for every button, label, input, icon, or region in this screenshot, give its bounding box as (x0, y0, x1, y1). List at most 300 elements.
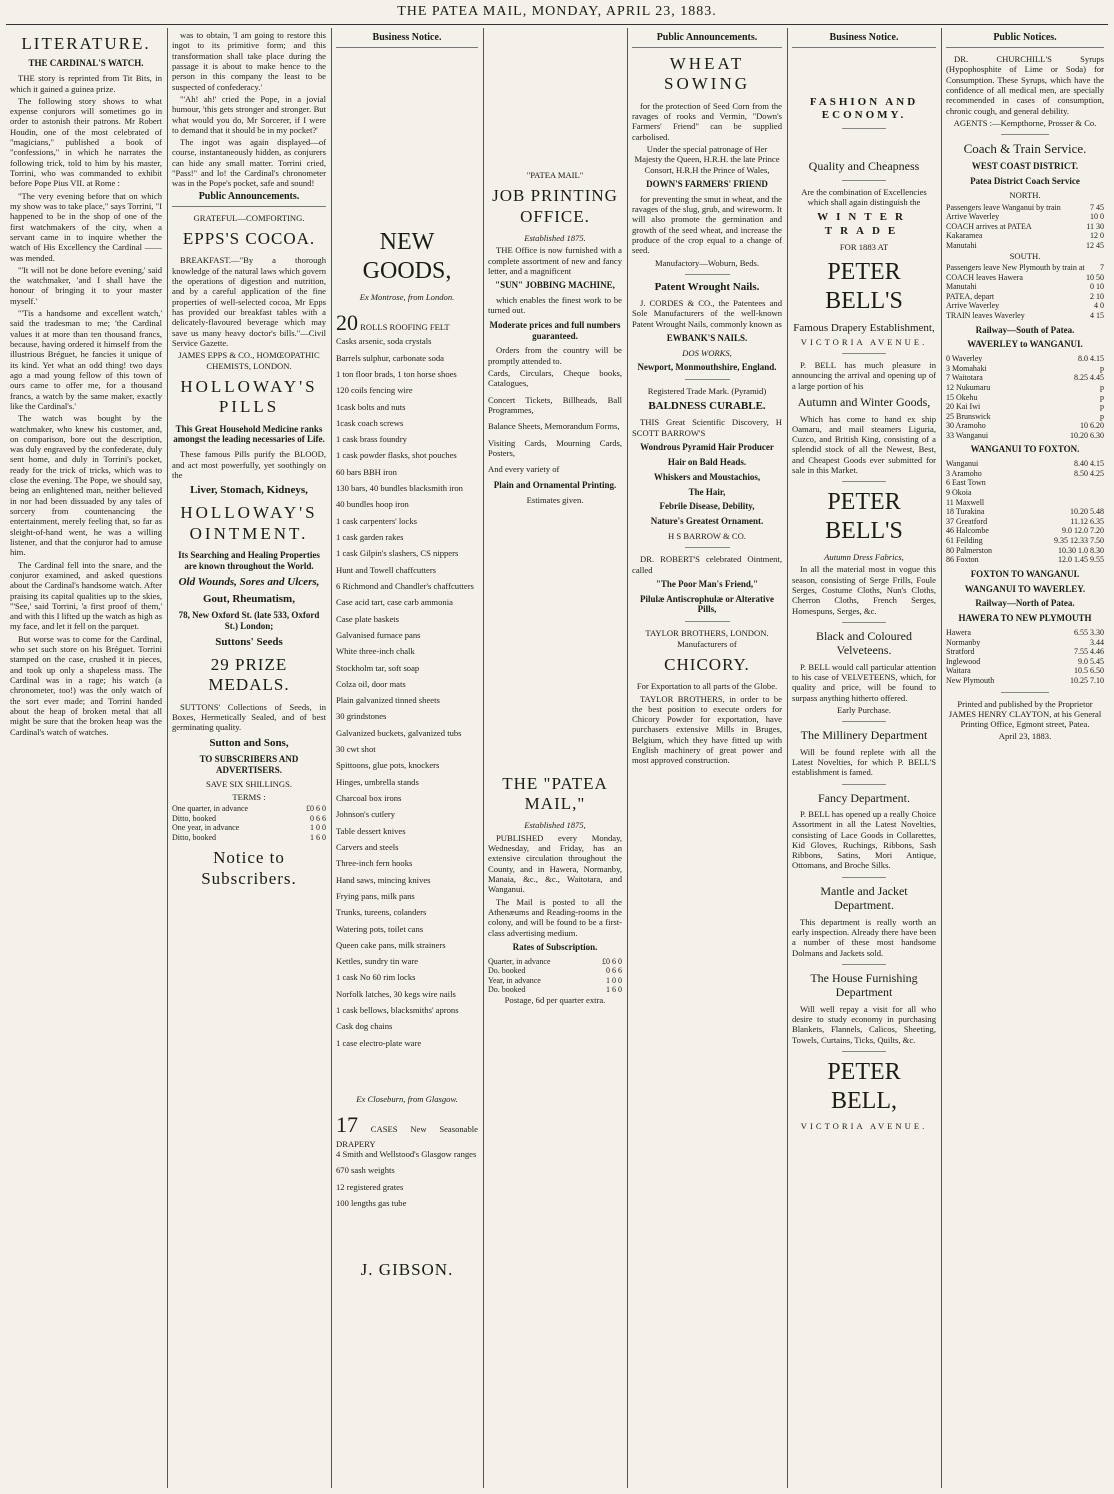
paragraph: Will well repay a visit for all who desire to study economy in purchasing Blankets, Flannels, Calicos, Sheeting, Towels, Curtains, Ticks, Quilts, &c. (792, 1003, 936, 1045)
machine-name: "SUN" JOBBING MACHINE, (495, 280, 615, 291)
timetable-row (946, 292, 1104, 302)
timetable-row (946, 517, 1104, 527)
waverley-timetable (946, 354, 1104, 440)
pilulae-heading: Pilulæ Antiscrophulæ or Alterative Pills, (640, 593, 774, 615)
north-label: NORTH. (1009, 190, 1041, 201)
station-name: Manutahi (946, 282, 977, 292)
timetable-row (946, 373, 1104, 383)
list-item: 30 cwt shot (336, 744, 376, 755)
paper-title: THE "PATEA MAIL," (502, 773, 608, 813)
rate-label: Do. booked (488, 966, 526, 976)
list-item: 1cask coach screws (336, 417, 404, 428)
subscribers-heading: TO SUBSCRIBERS AND ADVERTISERS. (199, 753, 299, 775)
fashion-heading: FASHION AND ECONOMY. (809, 96, 919, 122)
list-item: 1 cask garden rakes (336, 532, 404, 543)
paragraph: was to obtain, 'I am going to restore this ingot to its primitive form; and this transformation shall take place during the passage it is about to make hence to the person in this company the least to be suspected of confederacy.' (172, 30, 326, 92)
timetable-row (946, 421, 1104, 431)
column-public-announcements (628, 30, 786, 1485)
rate-value: 0 6 6 (310, 813, 326, 823)
list-item: And every variety of (488, 464, 560, 475)
station-name: 20 Kai Iwi (946, 402, 981, 412)
rate-value: 1 0 0 (310, 823, 326, 833)
list-item: Barrels sulphur, carbonate soda (336, 352, 444, 363)
time-value: 12 45 (1086, 241, 1104, 251)
print-header: "PATEA MAIL" (526, 170, 584, 180)
list-item: Stockholm tar, soft soap (336, 662, 420, 673)
time-value: 11.12 6.35 (1070, 516, 1104, 526)
hawera-timetable (946, 628, 1104, 686)
list-item: Charcoal box irons (336, 793, 402, 804)
list-item: 60 bars BBH iron (336, 466, 397, 477)
station-name: 80 Palmerston (946, 545, 992, 555)
time-value: 0 10 (1090, 282, 1104, 292)
manufactory: Manufactory—Woburn, Beds. (654, 257, 760, 268)
time-value (1022, 478, 1104, 488)
station-name: 12 Nukumaru (946, 382, 991, 392)
baldness-title: BALDNESS CURABLE. (648, 400, 766, 413)
victoria-avenue: VICTORIA AVENUE. (800, 1121, 928, 1132)
list-item: Carvers and steels (336, 841, 399, 852)
autumn-goods: Autumn and Winter Goods, (797, 395, 931, 410)
paragraph: BREAKFAST.—"By a thorough knowledge of the natural laws which govern the operations of digestion and nutrition, and by a careful application of the fine properties of well-selected cocoa, Mr Epps has provided our breakfast tables with a delicately-flavoured beverage which may save us many heavy doctor's bills."—Civil Service Gazette. (172, 255, 326, 348)
excellence-text: Are the combination of Excellencies which shall again distinguish the (801, 186, 927, 208)
shipment-from: Ex Closeburn, from Glasgow. (356, 1094, 458, 1105)
station-name: PATEA, depart (946, 291, 995, 301)
estimates: Estimates given. (526, 495, 584, 506)
rate-row (172, 833, 326, 843)
timetable-row (946, 555, 1104, 565)
timetable-row (946, 431, 1104, 441)
ointment-tagline: Old Wounds, Sores and Ulcers, (178, 575, 320, 588)
time-value: p (1100, 382, 1104, 392)
column-announcements (168, 30, 330, 1485)
station-name: 61 Feilding (946, 536, 983, 546)
railway-south: Railway—South of Patea. (975, 324, 1075, 335)
station-name: New Plymouth (946, 675, 995, 685)
job-printing-title: JOB PRINTING OFFICE. (492, 186, 618, 226)
notice-heading: Notice to Subscribers. (201, 848, 297, 888)
timetable-row (946, 301, 1104, 311)
goods-list (336, 336, 478, 1048)
rate-value: £0 6 0 (602, 956, 622, 966)
station-name: COACH arrives at PATEA (946, 221, 1032, 231)
section-heading: Public Notices. (946, 32, 1104, 48)
list-item: Cards, Circulars, Cheque books, Catalogues, (488, 367, 622, 389)
list-item: Queen cake pans, milk strainers (336, 939, 446, 950)
time-value: 10.30 1.0 8.30 (1058, 545, 1104, 555)
list-item: 40 bundles hoop iron (336, 499, 409, 510)
mantle-heading: Mantle and Jacket Department. (820, 883, 908, 913)
paragraph: Orders from the country will be promptly attended to. (488, 345, 622, 366)
station-name: Manutahi (946, 241, 977, 251)
section-heading: LITERATURE. (21, 34, 151, 53)
list-item: Visiting Cards, Mourning Cards, Posters, (488, 437, 622, 458)
paragraph: This department is really worth an early inspection. Already there have been a number of these most handsome Dolmans and Jackets sold. (792, 916, 936, 958)
time-value (1022, 498, 1104, 508)
paragraph: These famous Pills purify the BLOOD, and act most powerfully, yet soothingly on the (172, 449, 326, 480)
subscription-table (488, 957, 622, 995)
nails-title: Patent Wrought Nails. (654, 280, 760, 293)
timetable-row (946, 241, 1104, 251)
epps-maker: JAMES EPPS & CO., HOMŒOPATHIC CHEMISTS, LONDON. (178, 350, 320, 371)
time-value: p (1100, 402, 1104, 412)
furnishing-heading: The House Furnishing Department (810, 970, 918, 1000)
ornament-heading: Nature's Greatest Ornament. (650, 516, 764, 527)
rate-row (488, 985, 622, 995)
save-shillings: SAVE SIX SHILLINGS. (205, 779, 293, 790)
epps-tagline: GRATEFUL—COMFORTING. (193, 212, 305, 223)
quality-heading: Quality and Cheapness (808, 159, 920, 174)
time-value: 9.0 12.0 7.20 (1062, 526, 1104, 536)
rate-row (172, 814, 326, 824)
paragraph: DR. CHURCHILL'S Syrups (Hypophosphite of Lime or Soda) for Consumption. These Syrups, which have the confidence of all medical men, are specially recommended in cases of consumption, chronic cough, and general debility. (946, 54, 1104, 116)
rate-label: Ditto, booked (172, 813, 216, 823)
coach-heading: Coach & Train Service. (963, 141, 1087, 157)
rate-value: 1 6 0 (606, 985, 622, 995)
timetable-row (946, 222, 1104, 232)
column-peter-bell (788, 30, 940, 1485)
station-name: Wanganui (946, 459, 979, 469)
paragraph: The following story shows to what expense conjurors will sometimes go in order to astonish their patrons. Mr Robert Houdin, one of the most celebrated of "magicians," published a book of "confessions," in which he narrates the following trick, told to him by his master, Torrini, who was commanded to exhibit before Pope Pius VII. at Rome : (10, 95, 162, 189)
time-value: 9.0 5.45 (1078, 656, 1104, 666)
timetable-row (946, 526, 1104, 536)
rate-row (488, 976, 622, 986)
rate-row (488, 966, 622, 976)
list-item: 4 Smith and Wellstood's Glasgow ranges (336, 1149, 477, 1160)
list-item: Case acid tart, case carb ammonia (336, 597, 453, 608)
paragraph: Which has come to hand ex ship Oamaru, and mail steamers Liguria, Cuzco, and British King, consisting of a splendid stock of all the Newest, Best, and Cheapest Goods ever submitted for sale in this Market. (792, 413, 936, 476)
station-name: 37 Greatford (946, 516, 988, 526)
early-purchase: Early Purchase. (837, 704, 891, 715)
timetable-row (946, 263, 1104, 273)
rate-row (488, 957, 622, 967)
time-value: 7.55 4.46 (1074, 647, 1104, 657)
masthead: THE PATEA MAIL, MONDAY, APRIL 23, 1883. (397, 4, 717, 19)
chicory-title: CHICORY. (664, 654, 750, 674)
fancy-heading: Fancy Department. (818, 790, 910, 805)
imprint-date: April 23, 1883. (998, 731, 1052, 742)
list-item: Table dessert knives (336, 825, 406, 836)
list-item: 6 Richmond and Chandler's chaffcutters (336, 580, 474, 591)
wanganui-waverley: WANGANUI TO WAVERLEY. (964, 583, 1086, 594)
list-item: 1 ton floor brads, 1 ton horse shoes (336, 368, 457, 379)
waverley-wanganui: WAVERLEY to WANGANUI. (967, 339, 1083, 350)
station-name: 25 Brunswick (946, 411, 991, 421)
list-item: Trunks, tureens, colanders (336, 907, 427, 918)
rate-value: 1 0 0 (606, 975, 622, 985)
list-item: 30 grindstones (336, 711, 387, 722)
newport: Newport, Monmouthshire, England. (637, 362, 777, 373)
whiskers-heading: Whiskers and Moustachios, (653, 471, 761, 482)
paragraph: But worse was to come for the Cardinal, who set such store on his Bréguet. Torrini stamped on the case, crushed it in pieces, and took up only a shapeless mass. The Cardinal was in a rage; his watch (a chronometer, too!) was the only watch of the sort ever made; and Torrini handed about the heap of broken metal that all might be sure that the broken heap was the Cardinal's watch of watches. (10, 633, 162, 737)
timetable-row (946, 666, 1104, 676)
list-item: Balance Sheets, Memorandum Forms, (488, 421, 620, 432)
paragraph: which enables the finest work to be turned out. (488, 295, 622, 316)
rate-row (172, 823, 326, 833)
sutton-sons: Sutton and Sons, (209, 736, 289, 749)
timetable-row (946, 507, 1104, 517)
station-name: 3 Momahaki (946, 363, 987, 373)
winter-trade: WINTER TRADE (817, 211, 911, 237)
goods-item: ROLLS ROOFING FELT (360, 321, 450, 332)
velveteens-heading: Black and Coloured Velveteens. (816, 628, 912, 658)
section-heading: Public Announcements. (172, 191, 326, 207)
time-value: 6.55 3.30 (1074, 627, 1104, 637)
rate-value: 0 6 6 (606, 966, 622, 976)
for-year: FOR 1883 AT (839, 241, 889, 252)
station-name: 33 Wanganui (946, 430, 989, 440)
timetable-row (946, 647, 1104, 657)
list-item: 1 cask brass foundry (336, 434, 407, 445)
time-value: 11 30 (1086, 221, 1104, 231)
paragraph: The Cardinal fell into the snare, and the conjuror examined, and asked questions about the Cardinal's handsome watch. After praising its capital qualities up to the skies, "'See,' said Torrini, 'a first proof of them,' and with this I lifted up the watch as high as my face, and let it fell on the parquet. (10, 559, 162, 632)
section-heading: Public Announcements. (632, 32, 782, 48)
station-name: 7 Waitotara (946, 373, 983, 383)
list-item: Spittoons, glue pots, knockers (336, 760, 440, 771)
station-name: Arrive Waverley (946, 301, 1000, 311)
list-item: Hand saws, mincing knives (336, 874, 431, 885)
goods-item: CASES New Seasonable DRAPERY (336, 1124, 478, 1149)
rate-value: 1 6 0 (310, 832, 326, 842)
works: DOS WORKS, (682, 347, 732, 358)
list-item: Hunt and Towell chaffcutters (336, 564, 437, 575)
timetable-row (946, 498, 1104, 508)
station-name: TRAIN leaves Waverley (946, 310, 1025, 320)
paragraph: P. BELL has much pleasure in announcing the arrival and opening up of a large portion of his (792, 360, 936, 391)
timetable-row (946, 546, 1104, 556)
column-printing (484, 30, 626, 1485)
time-value: 8.40 4.15 (1074, 459, 1104, 469)
time-value: p (1100, 411, 1104, 421)
timetable-row (946, 203, 1104, 213)
timetable-row (946, 536, 1104, 546)
time-value: 12.0 1.45 9.55 (1058, 555, 1104, 565)
paragraph: DR. ROBERT'S celebrated Ointment, called (632, 554, 782, 575)
list-item: 1 cask carpenters' locks (336, 515, 418, 526)
rates-title: Rates of Subscription. (512, 941, 598, 952)
ointment-subtitle: Its Searching and Healing Properties are known throughout the World. (178, 550, 320, 571)
time-value: 2 10 (1090, 291, 1104, 301)
drapery-establishment: Famous Drapery Establishment, (793, 321, 935, 334)
station-name: Arrive Waverley (946, 212, 1000, 222)
paragraph: "'Ah! ah!' cried the Pope, in a jovial humour, 'this gets stronger and stronger. But what would you do, Mr Sorcerer, if I were to demand that it should be in my pocket?' (172, 93, 326, 135)
foxton-timetable (946, 459, 1104, 565)
timetable-row (946, 231, 1104, 241)
section-heading: Business Notice. (336, 32, 478, 48)
wanganui-foxton: WANGANUI TO FOXTON. (970, 444, 1080, 455)
paragraph: The Mail is posted to all the Athenæums and Reading-rooms in the colony, and will be found to be a first-class advertising medium. (488, 896, 622, 938)
trade-mark: Registered Trade Mark. (Pyramid) (647, 385, 767, 396)
established: Established 1875. (524, 233, 586, 244)
export-note: For Exportation to all parts of the Globe. (636, 681, 778, 692)
paragraph: TAYLOR BROTHERS, in order to be the best position to execute orders for Chicory Powder for exportation, have purchasers extensive Mills in Bruges, Belgium, which they have fitted up with English machinery of great power and most approved construction. (632, 693, 782, 766)
time-value: 10 50 (1086, 272, 1104, 282)
timetable-row (946, 354, 1104, 364)
rate-label: One year, in advance (172, 823, 240, 833)
timetable-row (946, 478, 1104, 488)
list-item: 1 cask No 60 rim locks (336, 972, 416, 983)
time-value: 10.25 7.10 (1070, 675, 1104, 685)
plain-printing: Plain and Ornamental Printing. (493, 480, 617, 491)
hair-heading: Hair on Bald Heads. (667, 456, 747, 467)
paragraph: The ingot was again displayed—of course, instantaneously hidden, as conjurers can hide any small matter. Torrini cried, "Pass!" and lo! the Cardinal's chronometer was in the Pope's pocket, safe and sound! (172, 137, 326, 189)
station-name: 30 Aramoho (946, 421, 986, 431)
list-item: Concert Tickets, Billheads, Ball Programmes, (488, 394, 622, 415)
column-literature (6, 30, 166, 1485)
organs-heading: Liver, Stomach, Kidneys, (190, 484, 308, 497)
holloway-ointment-title: HOLLOWAY'S OINTMENT. (180, 503, 318, 543)
station-name: Passengers leave New Plymouth by train at (946, 262, 1085, 272)
timetable-row (946, 393, 1104, 403)
print-kinds (488, 368, 622, 475)
agents: AGENTS :—Kempthorne, Prosser & Co. (953, 117, 1097, 128)
south-label: SOUTH. (1009, 250, 1041, 261)
rate-value: £0 6 0 (306, 803, 326, 813)
paragraph: THE story is reprinted from Tit Bits, in which it gained a guinea prize. (10, 73, 162, 94)
list-item: Watering pots, toilet cans (336, 923, 424, 934)
station-name: 18 Turakina (946, 507, 985, 517)
station-name: Stratford (946, 647, 975, 657)
paragraph: P. BELL has opened up a really Choice Assortment in all the Latest Novelties, consisting of Lace Goods in Collarettes, Kid Gloves, Ruchings, Ribbons, Sash Ribbons, Satins, Mori Antique, Ottomans, and Broche Silks. (792, 808, 936, 871)
prices-note: Moderate prices and full numbers guaranteed. (489, 319, 621, 341)
time-value: 8.25 4.45 (1074, 373, 1104, 383)
paragraph: for preventing the smut in wheat, and the ravages of the slug, grub, and wireworm. It will also promote the germination and growth of the seed wheat, and increase the produce of the crop equal to a change of seed. (632, 193, 782, 256)
down-title: DOWN'S FARMERS' FRIEND (646, 178, 768, 189)
list-item: 1 case electro-plate ware (336, 1037, 422, 1048)
list-item: Casks arsenic, soda crystals (336, 336, 432, 347)
list-item: 1cask bolts and nuts (336, 401, 406, 412)
ewbank-title: EWBANK'S NAILS. (666, 333, 748, 344)
taylor-heading: TAYLOR BROTHERS, LONDON. Manufacturers of (645, 628, 769, 649)
time-value: 10.20 5.48 (1070, 507, 1104, 517)
timetable-row (946, 273, 1104, 283)
signature: J. GIBSON. (360, 1260, 454, 1280)
station-name: Kakaramea (946, 231, 983, 241)
peter-bell-title: PETER BELL'S (825, 489, 903, 545)
time-value: 12 0 (1090, 231, 1104, 241)
station-name: Inglewood (946, 656, 981, 666)
list-item: Johnson's cutlery (336, 809, 396, 820)
epps-title: EPPS'S COCOA. (182, 229, 316, 248)
list-item: 670 sash weights (336, 1165, 395, 1176)
millinery-heading: The Millinery Department (800, 728, 928, 743)
station-name: 0 Waverley (946, 354, 983, 364)
station-name: 9 Okoia (946, 488, 972, 498)
list-item: Frying pans, milk pans (336, 890, 415, 901)
paragraph: "The very evening before that on which my show was to take place," says Torrini, "I happened to be in the shop of one of the first watchmakers of the city, when a servant came in to inquire whether the watch of His Excellency the Cardinal —— was mended. (10, 190, 162, 263)
list-item: Kettles, sundry tin ware (336, 956, 419, 967)
rate-label: Year, in advance (488, 975, 541, 985)
time-value: 7 (1100, 262, 1104, 272)
timetable-row (946, 628, 1104, 638)
paragraph: P. BELL would call particular attention to his case of VELVETEENS, which, for quality and price, will be found to surpass anything hitherto offered. (792, 661, 936, 703)
story-title: THE CARDINAL'S WATCH. (28, 58, 144, 69)
list-item: Galvanised furnace pans (336, 629, 421, 640)
wheat-title: WHEAT SOWING (664, 54, 750, 94)
address: 78, New Oxford St. (late 533, Oxford St.) London; (178, 610, 320, 631)
holloway-subtitle: This Great Household Medicine ranks amongst the leading necessaries of Life. (173, 423, 325, 445)
postage-note: Postage, 6d per quarter extra. (504, 994, 606, 1005)
paragraph: for the protection of Seed Corn from the ravages of rooks and Vermin, "Down's Farmers' Friend" can be supplied carbolised. (632, 100, 782, 142)
goods-list (336, 1149, 478, 1208)
station-name: 11 Maxwell (946, 497, 985, 507)
timetable-row (946, 311, 1104, 321)
column-new-goods (332, 30, 482, 1485)
list-item: Norfolk latches, 30 kegs wire nails (336, 988, 456, 999)
pyramid-title: Wondrous Pyramid Hair Producer (640, 442, 774, 453)
railway-north: Railway—North of Patea. (975, 598, 1075, 609)
timetable-row (946, 657, 1104, 667)
north-timetable (946, 203, 1104, 251)
paragraph: THIS Great Scientific Discovery, H SCOTT BARROW'S (632, 417, 782, 438)
rate-row (172, 804, 326, 814)
timetable-row (946, 412, 1104, 422)
paragraph: "'Tis a handsome and excellent watch,' said the tradesman to me; 'the Cardinal values it at more than ten thousand francs, because, having ordered it himself from the illustrious Bréguet, he fancies it unique of its kind. Yet what an odd thing! two days ago a mad young fellow of this town of ours came to offer me, for a thousand francs, a watch by the same maker, exactly like the Cardinal's.' (10, 308, 162, 411)
station-name: COACH leaves Hawera (946, 272, 1023, 282)
hawera-new-plymouth: HAWERA TO NEW PLYMOUTH (958, 613, 1092, 624)
patea-coach: Patea District Coach Service (970, 175, 1080, 186)
shipment-from: Ex Montrose, from London. (359, 291, 455, 302)
febrile-heading: Febrile Disease, Debility, (659, 501, 755, 512)
poor-mans-friend: "The Poor Man's Friend," (655, 578, 759, 589)
time-value: 9.35 12.33 7.50 (1054, 536, 1104, 546)
paragraph: Will be found replete with all the Latest Novelties, for which P. BELL'S establishment is famed. (792, 746, 936, 778)
list-item: Plain galvanized tinned sheets (336, 695, 440, 706)
timetable-row (946, 212, 1104, 222)
timetable-row (946, 364, 1104, 374)
time-value: p (1100, 392, 1104, 402)
timetable-row (946, 459, 1104, 469)
station-name: Passengers leave Wanganui by train (946, 202, 1061, 212)
station-name: Hawera (946, 627, 971, 637)
victoria-avenue: VICTORIA AVENUE. (800, 336, 928, 347)
timetable-row (946, 282, 1104, 292)
west-coast: WEST COAST DISTRICT. (971, 160, 1079, 171)
rates-table (172, 804, 326, 842)
paragraph: The watch was bought by the watchmaker, who knew his customer, and, on comparison, bore out the description, was duly engraved by the confederate, duly sent home, and duly in Torrini's pocket, ready for the trick of tricks, which was to close the evening. The Pope, we should say, being an enlightened man, neither believed in nor had been dissuaded by any tales of sorcery from countenancing the entertainment, merely feeling that, so far as sleight-of-hand went, he was a willing listener, and that the conjuror had to amuse him. (10, 413, 162, 558)
patronage: Under the special patronage of Her Majesty the Queen, H.R.H. the late Prince Consort, H.R.H the Prince of Wales, (634, 144, 780, 175)
paragraph: J. CORDES & CO., the Patentees and Sole Manufacturers of the well-known Patent Wrought Nails, commonly known as (632, 298, 782, 329)
paragraph: SUTTONS' Collections of Seeds, in Boxes, Hermetically Sealed, and of best germinating quality. (172, 701, 326, 733)
paragraph: In all the material most in vogue this season, consisting of Serge Frills, Foule Serges, Costume Cloths, Nun's Cloths, Cherron Cloths, French Serges, Homespuns, Serges, &c. (792, 564, 936, 616)
station-name: 15 Okehu (946, 392, 978, 402)
south-timetable (946, 263, 1104, 321)
foxton-wanganui: FOXTON TO WANGANUI. (970, 568, 1080, 579)
paper-established: Established 1875, (524, 820, 586, 831)
prize-medals: 29 PRIZE MEDALS. (208, 654, 290, 695)
gout-heading: Gout, Rheumatism, (203, 592, 295, 605)
time-value: 7 45 (1090, 202, 1104, 212)
station-name: Waitara (946, 666, 971, 676)
list-item: Three-inch fern hooks (336, 858, 413, 869)
timetable-row (946, 383, 1104, 393)
list-item: 1 cask Gilpin's slashers, CS nippers (336, 548, 459, 559)
list-item: White three-inch chalk (336, 646, 415, 657)
station-name: Normanby (946, 637, 981, 647)
quantity-number: 17 (336, 1112, 358, 1138)
new-goods-title: NEW GOODS, (362, 229, 452, 284)
station-name: 46 Halcombe (946, 526, 989, 536)
peter-bell-title: PETER BELL, (827, 1058, 901, 1114)
timetable-row (946, 638, 1104, 648)
quantity-number: 20 (336, 309, 358, 335)
peter-bell-title: PETER BELL'S (825, 259, 903, 314)
time-value: 8.0 4.15 (1078, 354, 1104, 364)
time-value (1022, 488, 1104, 498)
rate-label: Do. booked (488, 985, 526, 995)
time-value: 3.44 (1090, 637, 1104, 647)
barrow-company: H S BARROW & CO. (668, 530, 746, 541)
